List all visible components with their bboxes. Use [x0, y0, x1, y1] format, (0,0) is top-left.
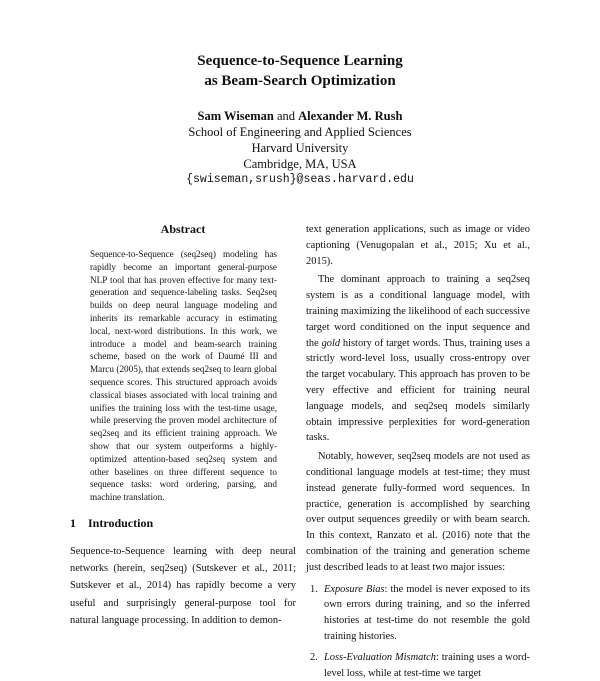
list-term: Loss-Evaluation Mismatch — [324, 651, 436, 663]
affiliation: School of Engineering and Applied Sciences — [188, 125, 412, 139]
author-line — [100, 108, 500, 124]
paragraph-test-time: Notably, however, seq2seq models are not used as conditional language models at test-time; they must instead generate fully-formed word sequences. In practice, generation is accomplished by searching over output sequences greedily or with beam search. In this context, Ranzato et al. (2016) note that the combination of the training and generation scheme just described leads to at least two major issues: — [306, 451, 530, 573]
introduction-text: Sequence-to-Sequence learning with deep neural networks (herein, seq2seq) (Sutskever et al., 2011; Sutskever et al., 2014) has rapidly become a very useful and surprisingly general-purpose tool for natural language processing. In addition to demon- — [70, 546, 296, 626]
title-line-2: as Beam-Search Optimization — [204, 73, 396, 89]
location: Cambridge, MA, USA — [243, 157, 357, 171]
paragraph-training-part-b: history of target words. Thus, training uses a strictly word-level loss, usually cross-entropy over the target vocabulary. This approach has proven to be very effective and efficient for training neural language models, and seq2seq models similarly obtain impressive perplexities for word-generation tasks. — [306, 337, 531, 444]
paragraph-continued: text generation applications, such as image or video captioning (Venugopalan et al., 2015; Xu et al., 2015). — [306, 224, 530, 267]
author-block — [100, 108, 500, 188]
list-marker: 2. — [310, 651, 318, 663]
section-title: Introduction — [88, 516, 154, 530]
abstract-text: Sequence-to-Sequence (seq2seq) modeling has rapidly become an important general-purpose NLP tool that has proven effective for many text-generation and sequence-labeling tasks. Seq2seq builds on deep neural language modeling and inherits its remarkable accuracy in estimating local, next-word distributions. In this work, we introduce a model and beam-search training scheme, based on the work of Daumé III and Marcu (2005), that extends seq2seq to learn global sequence scores. This structured approach avoids classical biases associated with local training and unifies the training loss with the test-time usage, while preserving the proven model architecture of seq2seq and its efficient training approach. We show that our system outperforms a highly-optimized attention-based seq2seq system and other baselines on three different sequence to sequence tasks: word ordering, parsing, and machine translation. — [90, 249, 277, 503]
university: Harvard University — [251, 141, 349, 155]
abstract-heading: Abstract — [160, 222, 206, 236]
list-item — [306, 582, 530, 645]
paper-title — [100, 51, 500, 91]
author-email: {swiseman,srush}@seas.harvard.edu — [186, 173, 414, 186]
issues-list — [306, 582, 530, 681]
section-heading-introduction — [70, 516, 153, 531]
section-number: 1 — [70, 516, 76, 530]
list-marker: 1. — [310, 583, 318, 595]
paragraph-training — [306, 272, 530, 446]
list-term: Exposure Bias — [324, 583, 385, 595]
title-line-1: Sequence-to-Sequence Learning — [197, 53, 403, 69]
author-2: Alexander M. Rush — [298, 109, 403, 123]
author-1: Sam Wiseman — [197, 109, 274, 123]
list-item — [306, 650, 530, 681]
emphasis-gold: gold — [321, 337, 341, 349]
right-column — [306, 222, 530, 681]
list-text: : training uses a word-level loss, while at test-time we target — [324, 651, 531, 679]
paragraph-training-part-a: The dominant approach to training a seq2seq system is as a conditional language model, with training maximizing the likelihood of each successive target word conditioned on the input sequence and the — [306, 274, 530, 349]
author-conjunction: and — [276, 109, 296, 123]
list-text: : the model is never exposed to its own errors during training, and so the inferred histories at test-time do not resemble the gold training histories. — [324, 583, 530, 642]
